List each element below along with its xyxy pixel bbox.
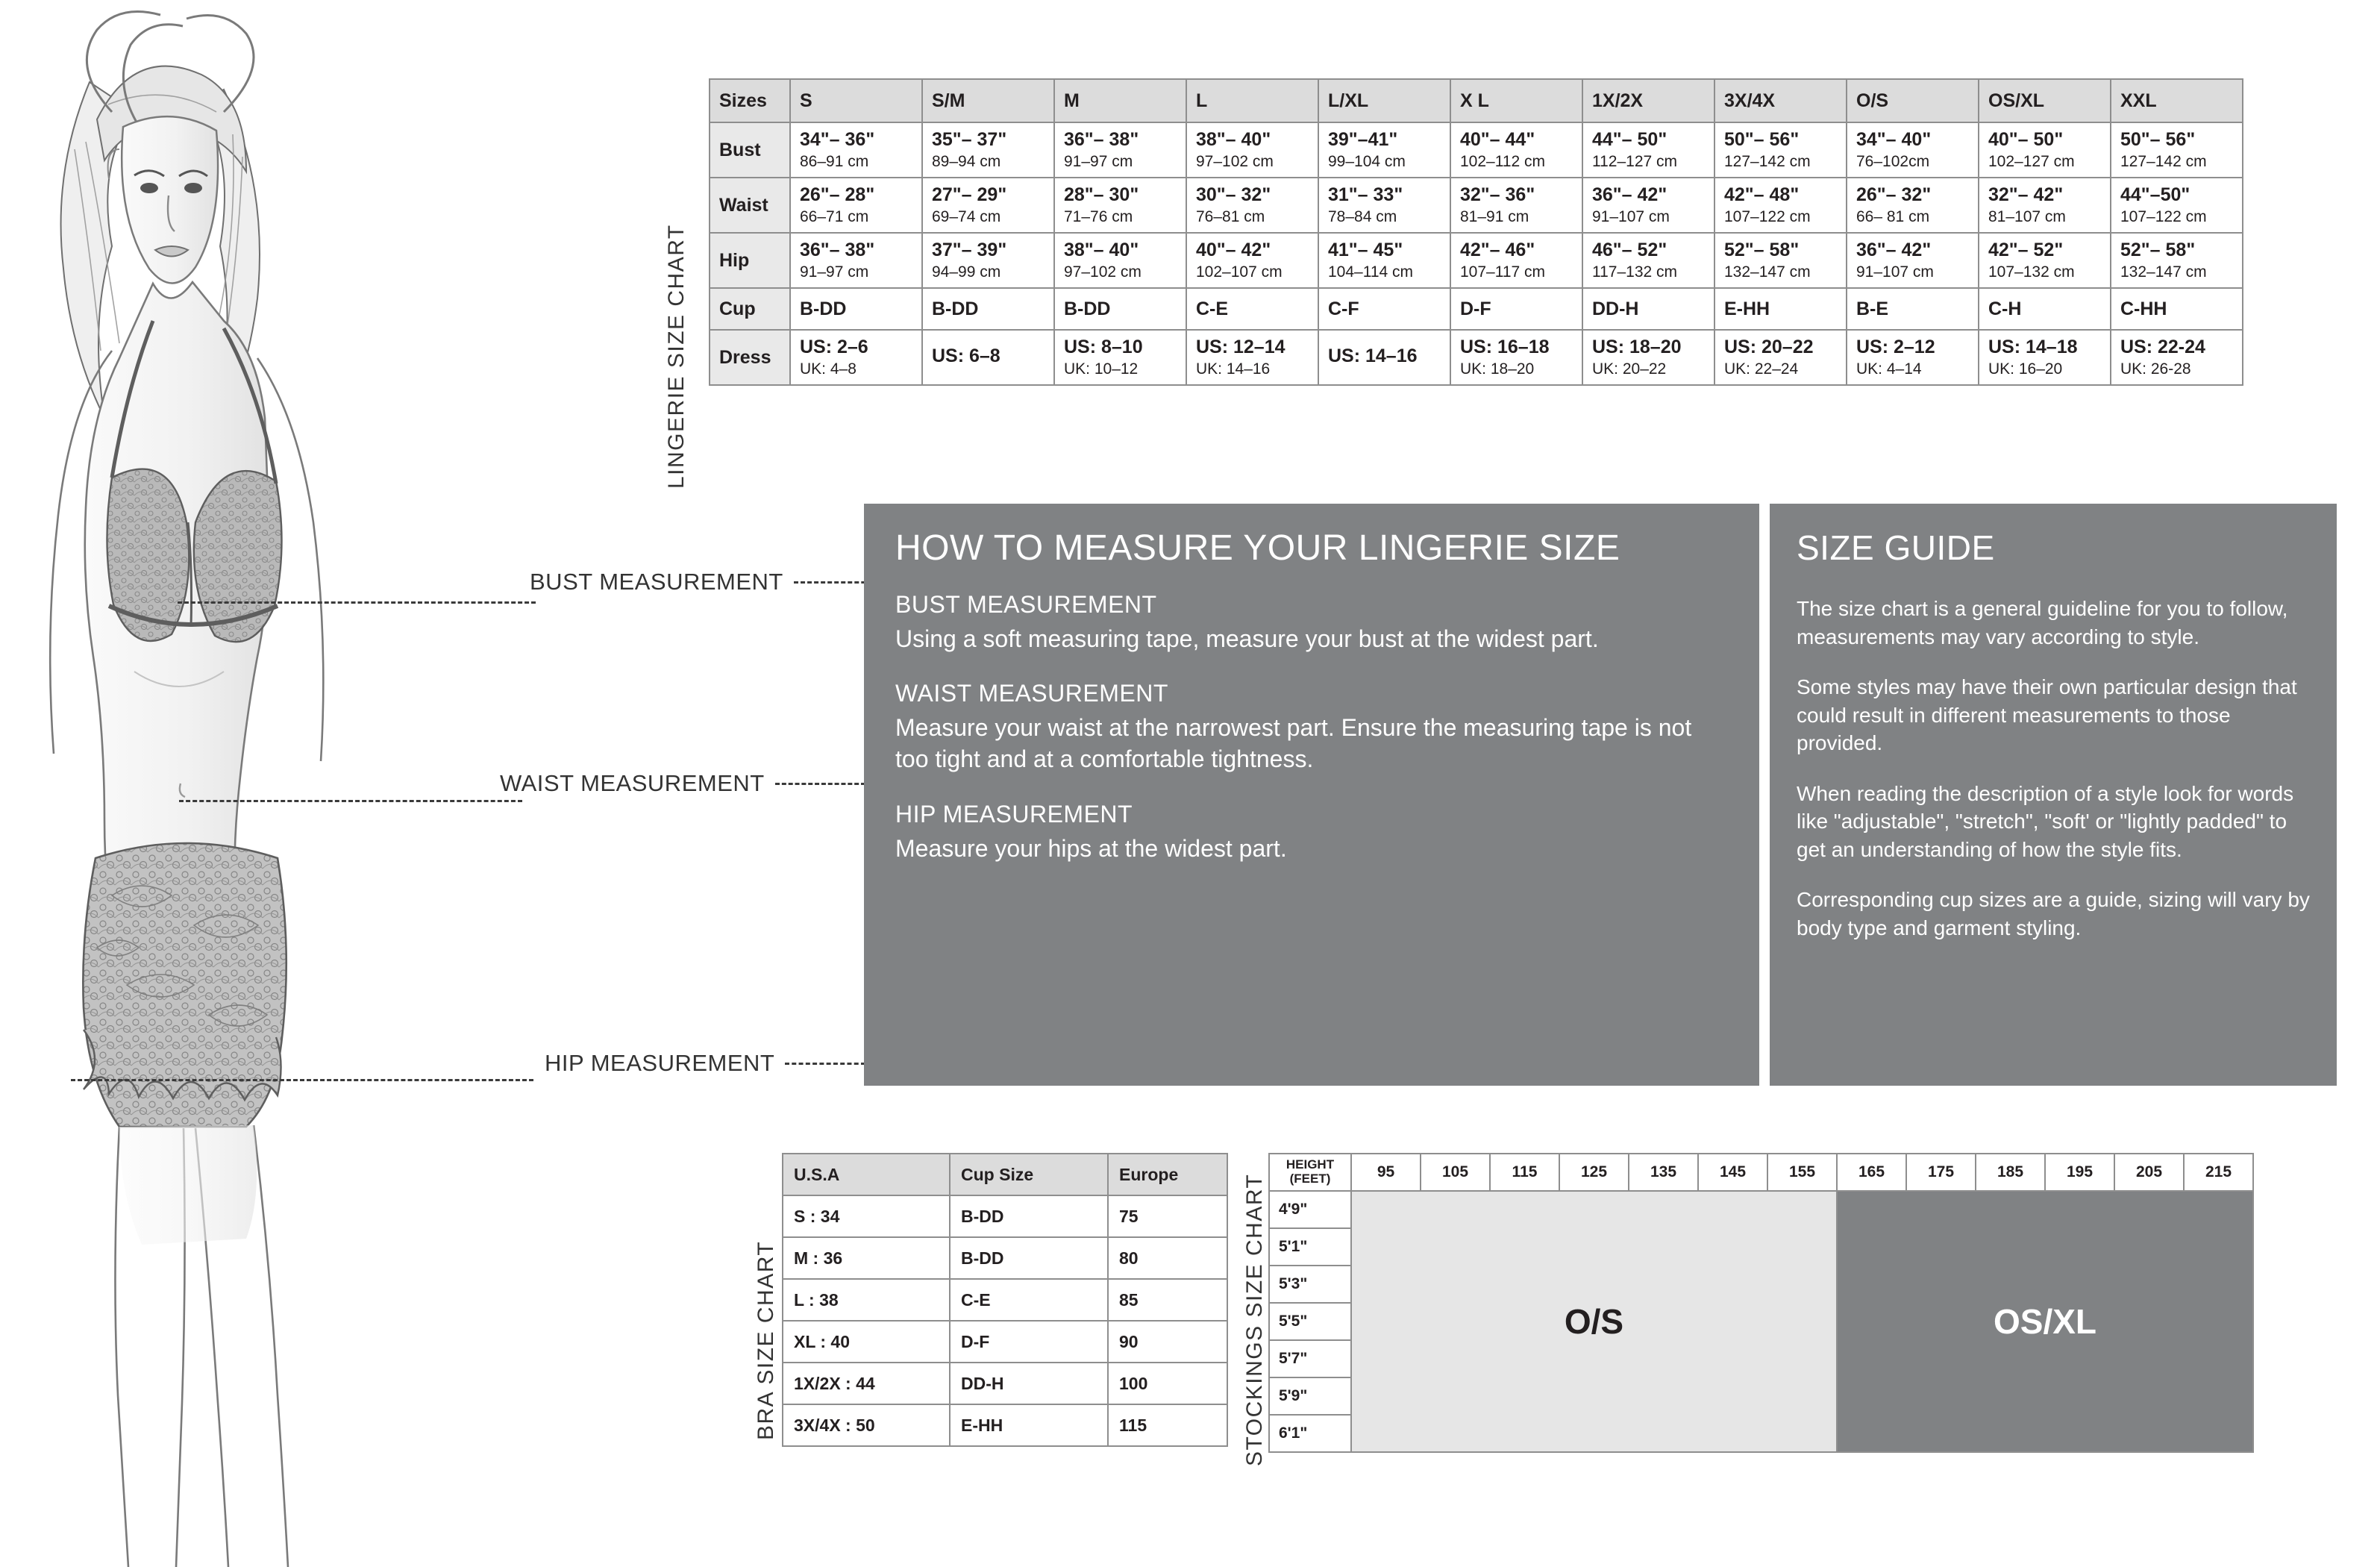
cell-dress-7 <box>1714 330 1847 385</box>
cell-subvalue: 99–104 cm <box>1328 153 1406 170</box>
cell-cup-4: C-F <box>1318 288 1450 330</box>
bra-col-header-europe: Europe <box>1108 1154 1227 1195</box>
cell-value: 40"– 44" <box>1460 129 1535 150</box>
cell-subvalue: 94–99 cm <box>932 263 1001 281</box>
cell-value: 42"– 48" <box>1724 184 1800 205</box>
cell-subvalue: 107–122 cm <box>2120 208 2207 225</box>
weight-header-7: 165 <box>1837 1154 1906 1191</box>
cell-subvalue: 102–112 cm <box>1460 153 1546 170</box>
cell-waist-6 <box>1582 178 1714 233</box>
cell-bust-10 <box>2111 122 2243 178</box>
table-row <box>1269 1191 2253 1228</box>
bra-cell-cup-0: B-DD <box>950 1195 1108 1237</box>
cell-value: 30"– 32" <box>1196 184 1271 205</box>
cell-bust-0 <box>790 122 922 178</box>
callout-hip <box>52 1048 865 1078</box>
bra-cell-europe-1: 80 <box>1108 1237 1227 1279</box>
cell-subvalue: 132–147 cm <box>2120 263 2207 281</box>
cell-cup-5: D-F <box>1450 288 1582 330</box>
cell-waist-10 <box>2111 178 2243 233</box>
table-row <box>710 122 2243 178</box>
bra-col-header-cup: Cup Size <box>950 1154 1108 1195</box>
cell-dress-8 <box>1847 330 1979 385</box>
height-label-6: 6'1" <box>1269 1415 1351 1452</box>
cell-cup-9: C-H <box>1979 288 2111 330</box>
table-row <box>710 330 2243 385</box>
stockings-corner-line1: HEIGHT <box>1285 1157 1335 1172</box>
cell-subvalue: UK: 20–22 <box>1592 360 1667 378</box>
cell-hip-0 <box>790 233 922 288</box>
bra-cell-usa-3: XL : 40 <box>783 1321 950 1363</box>
bra-cell-cup-5: E-HH <box>950 1404 1108 1446</box>
callout-waist-dash <box>775 783 865 785</box>
bra-cell-usa-5: 3X/4X : 50 <box>783 1404 950 1446</box>
cell-cup-0: B-DD <box>790 288 922 330</box>
cell-value: US: 20–22 <box>1724 337 1814 357</box>
cell-subvalue: 66–71 cm <box>800 208 869 225</box>
table-header-row <box>710 79 2243 122</box>
cell-subvalue: 69–74 cm <box>932 208 1001 225</box>
size-guide-paragraph-3: When reading the description of a style look for words like "adjustable", "stretch", "soft' or "lightly padded" to get an understanding of how the style fits. <box>1797 781 2294 861</box>
cell-value: US: 12–14 <box>1196 337 1285 357</box>
cell-subvalue: UK: 4–14 <box>1856 360 1922 378</box>
cell-value: US: 8–10 <box>1064 337 1143 357</box>
cell-subvalue: 89–94 cm <box>932 153 1001 170</box>
cell-subvalue: 104–114 cm <box>1328 263 1414 281</box>
callout-hip-dash <box>785 1063 865 1065</box>
row-label-hip: Hip <box>710 233 790 288</box>
cell-value: 38"– 40" <box>1196 129 1271 150</box>
cell-subvalue: UK: 26-28 <box>2120 360 2191 378</box>
waist-measurement-body: Measure your waist at the narrowest part. Ensure the measuring tape is not too tight and at a comfortable tightness. <box>895 714 1692 773</box>
cell-subvalue: 117–132 cm <box>1592 263 1678 281</box>
cell-cup-6: DD-H <box>1582 288 1714 330</box>
cell-waist-1 <box>922 178 1054 233</box>
cell-value: 46"– 52" <box>1592 240 1667 260</box>
cell-waist-2 <box>1054 178 1186 233</box>
cell-hip-2 <box>1054 233 1186 288</box>
height-label-4: 5'7" <box>1269 1340 1351 1377</box>
bra-cell-europe-3: 90 <box>1108 1321 1227 1363</box>
cell-value: 36"– 38" <box>1064 129 1139 150</box>
cell-dress-4 <box>1318 330 1450 385</box>
cell-value: 37"– 39" <box>932 240 1007 260</box>
callout-hip-label: HIP MEASUREMENT <box>545 1050 775 1076</box>
cell-value: 50"– 56" <box>1724 129 1800 150</box>
table-row <box>710 178 2243 233</box>
table-row <box>783 1404 1227 1446</box>
col-header-10: OS/XL <box>1979 79 2111 122</box>
bust-dash-line <box>178 601 536 604</box>
cell-value: 26"– 32" <box>1856 184 1932 205</box>
cell-dress-1 <box>922 330 1054 385</box>
col-header-11: XXL <box>2111 79 2243 122</box>
cell-value: 39"–41" <box>1328 129 1398 150</box>
weight-header-1: 105 <box>1421 1154 1490 1191</box>
cell-waist-5 <box>1450 178 1582 233</box>
table-row <box>783 1321 1227 1363</box>
col-header-4: L <box>1186 79 1318 122</box>
cell-hip-8 <box>1847 233 1979 288</box>
cell-value: 50"– 56" <box>2120 129 2196 150</box>
cell-value: 38"– 40" <box>1064 240 1139 260</box>
cell-value: 52"– 58" <box>2120 240 2196 260</box>
bust-measurement-heading: BUST MEASUREMENT <box>895 591 1157 618</box>
bra-cell-europe-0: 75 <box>1108 1195 1227 1237</box>
bra-header-row <box>783 1154 1227 1195</box>
cell-subvalue: 107–122 cm <box>1724 208 1811 225</box>
cell-subvalue: 91–97 cm <box>800 263 869 281</box>
bra-cell-usa-0: S : 34 <box>783 1195 950 1237</box>
table-row <box>710 233 2243 288</box>
cell-hip-9 <box>1979 233 2111 288</box>
cell-bust-2 <box>1054 122 1186 178</box>
cell-dress-0 <box>790 330 922 385</box>
cell-subvalue: UK: 22–24 <box>1724 360 1799 378</box>
cell-subvalue: UK: 16–20 <box>1988 360 2063 378</box>
cell-subvalue: UK: 14–16 <box>1196 360 1271 378</box>
cell-subvalue: 102–107 cm <box>1196 263 1283 281</box>
cell-subvalue: 86–91 cm <box>800 153 869 170</box>
cell-bust-3 <box>1186 122 1318 178</box>
hip-measurement-heading: HIP MEASUREMENT <box>895 800 1133 828</box>
stockings-size-table <box>1268 1153 2254 1453</box>
cell-value: 35"– 37" <box>932 129 1007 150</box>
cell-value: US: 2–12 <box>1856 337 1935 357</box>
cell-hip-6 <box>1582 233 1714 288</box>
callout-waist-label: WAIST MEASUREMENT <box>500 770 765 796</box>
cell-subvalue: 76–81 cm <box>1196 208 1265 225</box>
row-label-dress: Dress <box>710 330 790 385</box>
size-guide-title: SIZE GUIDE <box>1797 528 1995 567</box>
cell-subvalue: 107–132 cm <box>1988 263 2075 281</box>
callout-bust-label: BUST MEASUREMENT <box>530 569 783 595</box>
cell-subvalue: UK: 4–8 <box>800 360 857 378</box>
cell-value: 36"– 42" <box>1856 240 1932 260</box>
cell-waist-4 <box>1318 178 1450 233</box>
bra-cell-europe-4: 100 <box>1108 1363 1227 1404</box>
how-to-measure-panel <box>864 504 1759 1086</box>
row-label-waist: Waist <box>710 178 790 233</box>
cell-value: 36"– 38" <box>800 240 875 260</box>
col-header-5: L/XL <box>1318 79 1450 122</box>
how-to-measure-title: HOW TO MEASURE YOUR LINGERIE SIZE <box>895 528 1620 568</box>
cell-subvalue: 91–107 cm <box>1592 208 1670 225</box>
cell-subvalue: 71–76 cm <box>1064 208 1133 225</box>
col-header-6: X L <box>1450 79 1582 122</box>
bra-cell-usa-1: M : 36 <box>783 1237 950 1279</box>
cell-subvalue: 127–142 cm <box>2120 153 2207 170</box>
cell-waist-3 <box>1186 178 1318 233</box>
cell-subvalue: 66– 81 cm <box>1856 208 1930 225</box>
height-label-3: 5'5" <box>1269 1303 1351 1340</box>
stockings-corner-line2: (FEET) <box>1289 1172 1331 1186</box>
table-row <box>783 1195 1227 1237</box>
bra-cell-cup-3: D-F <box>950 1321 1108 1363</box>
cell-subvalue: UK: 18–20 <box>1460 360 1535 378</box>
waist-measurement-heading: WAIST MEASUREMENT <box>895 680 1168 707</box>
table-row <box>783 1279 1227 1321</box>
cell-bust-4 <box>1318 122 1450 178</box>
zone-os: O/S <box>1351 1191 1837 1452</box>
weight-header-2: 115 <box>1490 1154 1559 1191</box>
cell-waist-9 <box>1979 178 2111 233</box>
cell-value: US: 14–16 <box>1328 345 1418 366</box>
cell-waist-0 <box>790 178 922 233</box>
cell-value: 44"–50" <box>2120 184 2190 205</box>
col-header-2: S/M <box>922 79 1054 122</box>
cell-subvalue: 97–102 cm <box>1064 263 1142 281</box>
cell-value: US: 6–8 <box>932 345 1000 366</box>
col-header-0: Sizes <box>710 79 790 122</box>
bra-cell-usa-2: L : 38 <box>783 1279 950 1321</box>
col-header-1: S <box>790 79 922 122</box>
weight-header-6: 155 <box>1767 1154 1837 1191</box>
weight-header-8: 175 <box>1906 1154 1976 1191</box>
stockings-header-row <box>1269 1154 2253 1191</box>
cell-hip-10 <box>2111 233 2243 288</box>
weight-header-5: 145 <box>1698 1154 1767 1191</box>
bra-size-chart-title: BRA SIZE CHART <box>754 1240 778 1440</box>
cell-value: US: 16–18 <box>1460 337 1550 357</box>
cell-value: 41"– 45" <box>1328 240 1403 260</box>
height-label-0: 4'9" <box>1269 1191 1351 1228</box>
cell-bust-7 <box>1714 122 1847 178</box>
cell-dress-2 <box>1054 330 1186 385</box>
height-label-2: 5'3" <box>1269 1266 1351 1303</box>
cell-subvalue: 107–117 cm <box>1460 263 1546 281</box>
cell-waist-8 <box>1847 178 1979 233</box>
col-header-9: O/S <box>1847 79 1979 122</box>
cell-value: 34"– 40" <box>1856 129 1932 150</box>
weight-header-4: 135 <box>1629 1154 1698 1191</box>
cell-dress-9 <box>1979 330 2111 385</box>
bra-cell-europe-2: 85 <box>1108 1279 1227 1321</box>
cell-waist-7 <box>1714 178 1847 233</box>
cell-dress-10 <box>2111 330 2243 385</box>
cell-value: 32"– 42" <box>1988 184 2064 205</box>
cell-bust-8 <box>1847 122 1979 178</box>
cell-bust-6 <box>1582 122 1714 178</box>
cell-hip-1 <box>922 233 1054 288</box>
cell-subvalue: 97–102 cm <box>1196 153 1274 170</box>
cell-cup-8: B-E <box>1847 288 1979 330</box>
stockings-size-chart-title: STOCKINGS SIZE CHART <box>1242 1173 1267 1466</box>
bra-col-header-usa: U.S.A <box>783 1154 950 1195</box>
weight-header-11: 205 <box>2114 1154 2184 1191</box>
bra-cell-europe-5: 115 <box>1108 1404 1227 1446</box>
lingerie-size-table <box>709 78 2243 386</box>
cell-value: 36"– 42" <box>1592 184 1667 205</box>
cell-subvalue: 91–97 cm <box>1064 153 1133 170</box>
table-row <box>783 1237 1227 1279</box>
cell-subvalue: 81–107 cm <box>1988 208 2066 225</box>
cell-subvalue: UK: 10–12 <box>1064 360 1139 378</box>
cell-value: 44"– 50" <box>1592 129 1667 150</box>
cell-dress-6 <box>1582 330 1714 385</box>
cell-cup-1: B-DD <box>922 288 1054 330</box>
zone-osxl: OS/XL <box>1837 1191 2253 1452</box>
cell-cup-3: C-E <box>1186 288 1318 330</box>
cell-bust-5 <box>1450 122 1582 178</box>
table-row <box>710 288 2243 330</box>
cell-cup-7: E-HH <box>1714 288 1847 330</box>
row-label-bust: Bust <box>710 122 790 178</box>
cell-value: 52"– 58" <box>1724 240 1800 260</box>
cell-value: US: 2–6 <box>800 337 868 357</box>
hip-measurement-body: Measure your hips at the widest part. <box>895 834 1287 862</box>
lingerie-size-chart-title: LINGERIE SIZE CHART <box>664 224 689 489</box>
cell-value: 32"– 36" <box>1460 184 1535 205</box>
cell-cup-10: C-HH <box>2111 288 2243 330</box>
weight-header-9: 185 <box>1976 1154 2045 1191</box>
weight-header-3: 125 <box>1559 1154 1629 1191</box>
bra-size-table <box>782 1153 1228 1447</box>
callout-bust <box>60 567 865 597</box>
hip-dash-line <box>71 1079 533 1081</box>
cell-value: 40"– 42" <box>1196 240 1271 260</box>
cell-subvalue: 91–107 cm <box>1856 263 1934 281</box>
cell-value: 27"– 29" <box>932 184 1007 205</box>
cell-value: 28"– 30" <box>1064 184 1139 205</box>
cell-cup-2: B-DD <box>1054 288 1186 330</box>
cell-bust-1 <box>922 122 1054 178</box>
bra-cell-usa-4: 1X/2X : 44 <box>783 1363 950 1404</box>
table-row <box>783 1363 1227 1404</box>
cell-value: 34"– 36" <box>800 129 875 150</box>
cell-subvalue: 76–102cm <box>1856 153 1930 170</box>
cell-dress-3 <box>1186 330 1318 385</box>
size-guide-panel <box>1770 504 2337 1086</box>
weight-header-0: 95 <box>1351 1154 1421 1191</box>
bra-cell-cup-2: C-E <box>950 1279 1108 1321</box>
col-header-8: 3X/4X <box>1714 79 1847 122</box>
bra-cell-cup-4: DD-H <box>950 1363 1108 1404</box>
bust-measurement-body: Using a soft measuring tape, measure your bust at the widest part. <box>895 625 1599 652</box>
cell-subvalue: 102–127 cm <box>1988 153 2075 170</box>
cell-subvalue: 112–127 cm <box>1592 153 1678 170</box>
cell-subvalue: 81–91 cm <box>1460 208 1529 225</box>
cell-value: US: 18–20 <box>1592 337 1682 357</box>
cell-value: 26"– 28" <box>800 184 875 205</box>
size-guide-paragraph-4: Corresponding cup sizes are a guide, sizing will vary by body type and garment styling. <box>1797 888 2310 939</box>
cell-subvalue: 127–142 cm <box>1724 153 1811 170</box>
waist-dash-line <box>179 800 522 802</box>
cell-bust-9 <box>1979 122 2111 178</box>
row-label-cup: Cup <box>710 288 790 330</box>
cell-value: US: 14–18 <box>1988 337 2078 357</box>
cell-value: 31"– 33" <box>1328 184 1403 205</box>
size-guide-paragraph-1: The size chart is a general guideline for you to follow, measurements may vary according to style. <box>1797 597 2288 648</box>
cell-subvalue: 132–147 cm <box>1724 263 1811 281</box>
height-label-1: 5'1" <box>1269 1228 1351 1266</box>
cell-dress-5 <box>1450 330 1582 385</box>
cell-hip-7 <box>1714 233 1847 288</box>
cell-value: US: 22-24 <box>2120 337 2205 357</box>
cell-hip-3 <box>1186 233 1318 288</box>
height-label-5: 5'9" <box>1269 1377 1351 1415</box>
col-header-7: 1X/2X <box>1582 79 1714 122</box>
cell-subvalue: 78–84 cm <box>1328 208 1397 225</box>
bra-cell-cup-1: B-DD <box>950 1237 1108 1279</box>
stockings-corner-label <box>1269 1154 1351 1191</box>
weight-header-10: 195 <box>2045 1154 2114 1191</box>
cell-hip-5 <box>1450 233 1582 288</box>
cell-value: 40"– 50" <box>1988 129 2064 150</box>
callout-waist <box>52 769 865 798</box>
cell-hip-4 <box>1318 233 1450 288</box>
size-guide-paragraph-2: Some styles may have their own particular design that could result in different measurements to those provided. <box>1797 675 2297 755</box>
weight-header-12: 215 <box>2184 1154 2253 1191</box>
col-header-3: M <box>1054 79 1186 122</box>
cell-value: 42"– 52" <box>1988 240 2064 260</box>
cell-value: 42"– 46" <box>1460 240 1535 260</box>
